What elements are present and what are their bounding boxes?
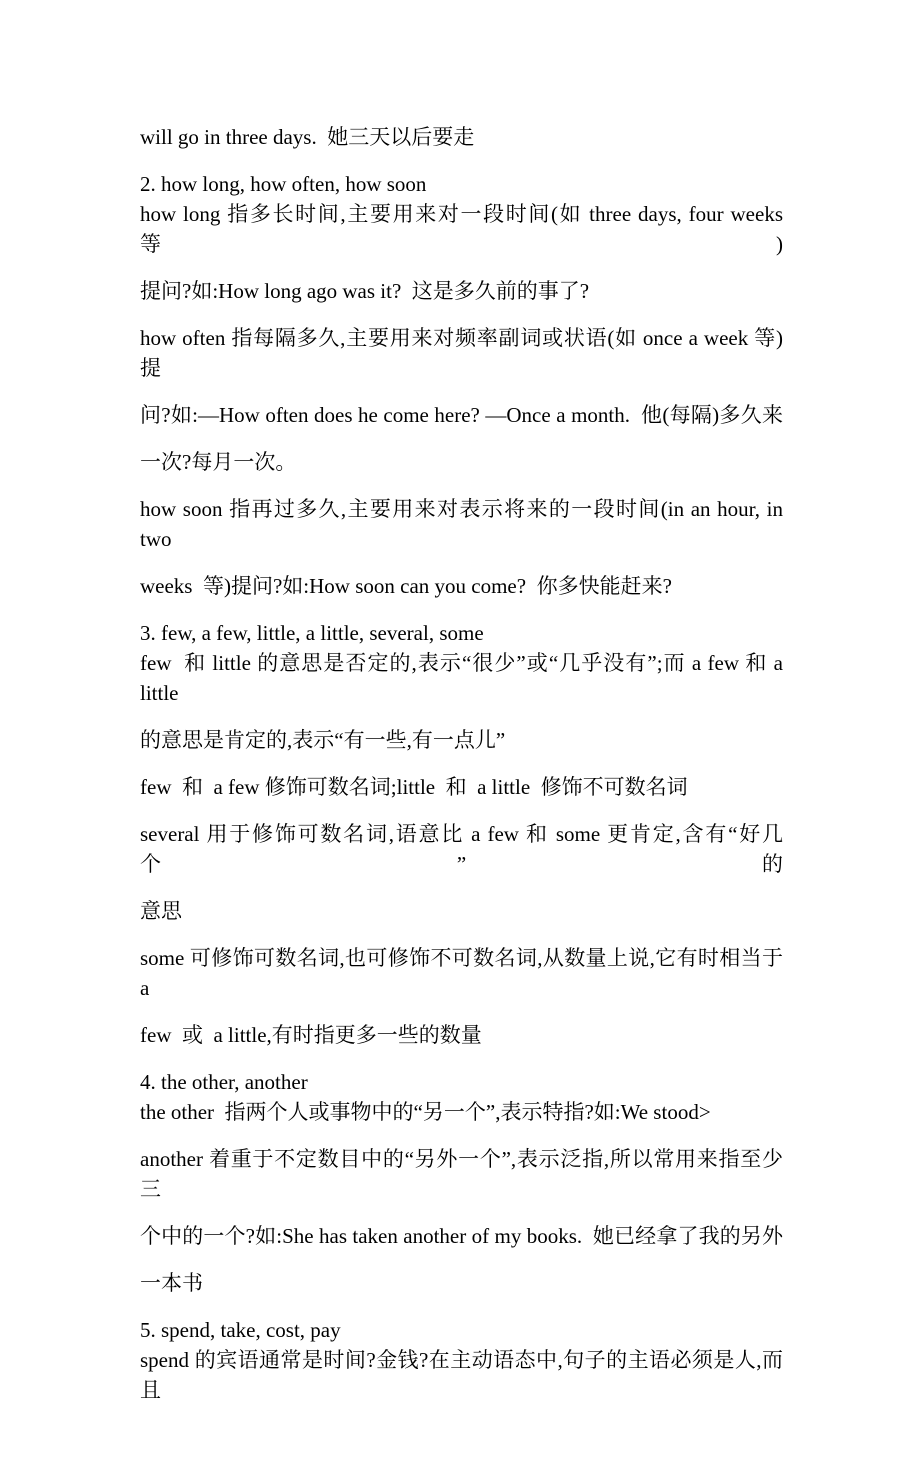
section-heading: 3. few, a few, little, a little, several, some bbox=[140, 621, 484, 645]
text-line: 个中的一个?如:She has taken another of my books. 她已经拿了我的另外 bbox=[140, 1224, 783, 1248]
text-line: spend 的宾语通常是时间?金钱?在主动语态中,句子的主语必须是人,而且 bbox=[140, 1348, 783, 1402]
text-line: how soon 指再过多久,主要用来对表示将来的一段时间(in an hour, in two bbox=[140, 497, 789, 551]
text-line: several 用于修饰可数名词,语意比 a few 和 some 更肯定,含有“好几个”的 bbox=[140, 822, 783, 876]
text-line: 提问?如:How long ago was it? 这是多久前的事了? bbox=[140, 279, 590, 303]
section-heading: 5. spend, take, cost, pay bbox=[140, 1318, 341, 1342]
text-line: 一本书 bbox=[140, 1271, 203, 1295]
text-line: will go in three days. 她三天以后要走 bbox=[140, 125, 475, 149]
text-line: some 可修饰可数名词,也可修饰不可数名词,从数量上说,它有时相当于 a bbox=[140, 946, 789, 1000]
text-line: 问?如:—How often does he come here? —Once a month. 他(每隔)多久来 bbox=[140, 403, 783, 427]
text-line: the other 指两个人或事物中的“另一个”,表示特指?如:We stood> bbox=[140, 1100, 711, 1124]
text-line: 意思 bbox=[140, 899, 182, 923]
text-line: another 着重于不定数目中的“另外一个”,表示泛指,所以常用来指至少三 bbox=[140, 1147, 783, 1201]
text-line: how long 指多长时间,主要用来对一段时间(如 three days, four weeks 等) bbox=[140, 202, 794, 256]
section-heading: 4. the other, another bbox=[140, 1070, 308, 1094]
text-line: 的意思是肯定的,表示“有一些,有一点儿” bbox=[140, 728, 506, 752]
text-line: 一次?每月一次。 bbox=[140, 450, 297, 474]
text-line: few 和 a few 修饰可数名词;little 和 a little 修饰不可数名词 bbox=[140, 775, 688, 799]
section-heading: 2. how long, how often, how soon bbox=[140, 172, 427, 196]
text-line: few 和 little 的意思是否定的,表示“很少”或“几乎没有”;而 a few 和 a little bbox=[140, 651, 789, 705]
text-line: few 或 a little,有时指更多一些的数量 bbox=[140, 1023, 482, 1047]
text-line: how often 指每隔多久,主要用来对频率副词或状语(如 once a week 等)提 bbox=[140, 326, 783, 380]
text-line: weeks 等)提问?如:How soon can you come? 你多快能赶来? bbox=[140, 574, 672, 598]
